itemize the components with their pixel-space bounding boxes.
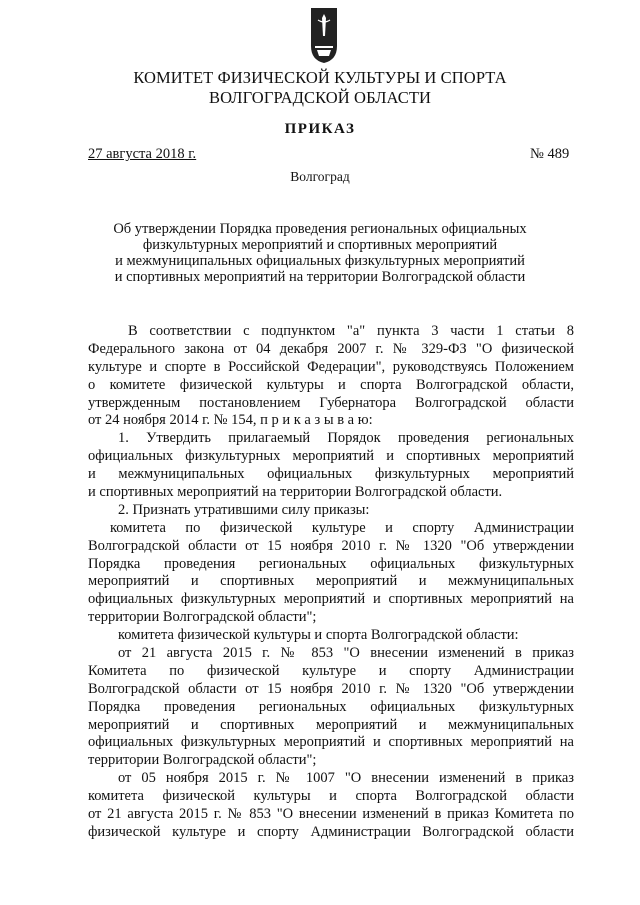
body-line: комитета по физической культуре и спорту Администрации <box>110 519 574 536</box>
body-line: Порядка проведения региональных официальных физкультурных <box>88 698 574 715</box>
subject-line: Об утверждении Порядка проведения региональных официальных <box>113 221 527 237</box>
document-subject <box>0 221 640 285</box>
document-type: ПРИКАЗ <box>284 121 356 137</box>
body-line: мероприятий и спортивных мероприятий и межмуниципальных <box>88 573 574 590</box>
body-line: Волгоградской области от 15 ноября 2010 г. № 1320 "Об утверждении <box>88 537 574 554</box>
body-line: о комитете физической культуры и спорта Волгоградской области, <box>88 376 574 393</box>
subject-line: и спортивных мероприятий на территории Волгоградской области <box>114 269 526 285</box>
body-line: и межмуниципальных официальных физкультурных мероприятий <box>88 466 574 483</box>
body-line: от 21 августа 2015 г. № 853 "О внесении изменений в приказ Комитета по <box>88 806 574 823</box>
body-line: мероприятий и спортивных мероприятий и межмуниципальных <box>88 716 574 733</box>
body-line: культуре и спорте в Российской Федерации", руководствуясь Положением <box>88 358 574 375</box>
body-line: от 21 августа 2015 г. № 853 "О внесении изменений в приказ <box>118 645 574 662</box>
body-line: 2. Признать утратившими силу приказы: <box>118 501 370 518</box>
body-line: территории Волгоградской области"; <box>88 609 317 626</box>
document-number: № 489 <box>530 146 570 162</box>
body-line: Волгоградской области от 15 ноября 2010 г. № 1320 "Об утверждении <box>88 680 574 697</box>
body-line: комитета физической культуры и спорта Волгоградской области: <box>118 627 519 644</box>
body-line: Федерального закона от 04 декабря 2007 г. № 329-ФЗ "О физической <box>88 340 574 357</box>
coat-of-arms-icon <box>309 6 339 64</box>
subject-line: физкультурных мероприятий и спортивных мероприятий <box>142 237 498 253</box>
org-name-line2: ВОЛГОГРАДСКОЙ ОБЛАСТИ <box>208 88 432 107</box>
document-date: 27 августа 2018 г. <box>88 146 197 162</box>
body-line: Порядка проведения региональных официальных физкультурных <box>88 555 574 572</box>
org-name-line1: КОМИТЕТ ФИЗИЧЕСКОЙ КУЛЬТУРЫ И СПОРТА <box>133 68 507 87</box>
body-line: и спортивных мероприятий на территории Волгоградской области. <box>88 484 503 501</box>
body-line: В соответствии с подпунктом "а" пункта 3 части 1 статьи 8 <box>128 323 574 339</box>
body-line: от 05 ноября 2015 г. № 1007 "О внесении изменений в приказ <box>118 770 574 787</box>
body-line: официальных физкультурных мероприятий и спортивных мероприятий <box>88 448 574 465</box>
subject-line: и межмуниципальных официальных физкультурных мероприятий <box>115 253 525 269</box>
body-line: официальных физкультурных мероприятий и спортивных мероприятий на <box>88 591 574 608</box>
body-line: территории Волгоградской области"; <box>88 752 317 769</box>
body-line: комитета физической культуры и спорта Волгоградской области <box>88 788 574 805</box>
document-city: Волгоград <box>290 169 350 184</box>
body-line: Комитета по физической культуре и спорту Администрации <box>88 662 574 679</box>
body-line: физической культуре и спорту Администрации Волгоградской области <box>88 823 574 840</box>
document-body <box>88 323 574 842</box>
body-line: утвержденным постановлением Губернатора Волгоградской области <box>88 394 574 411</box>
body-line: официальных физкультурных мероприятий и спортивных мероприятий на <box>88 734 574 751</box>
body-line: от 24 ноября 2014 г. № 154, п р и к а з ы в а ю: <box>88 412 373 429</box>
body-line: 1. Утвердить прилагаемый Порядок проведения региональных <box>118 430 574 447</box>
